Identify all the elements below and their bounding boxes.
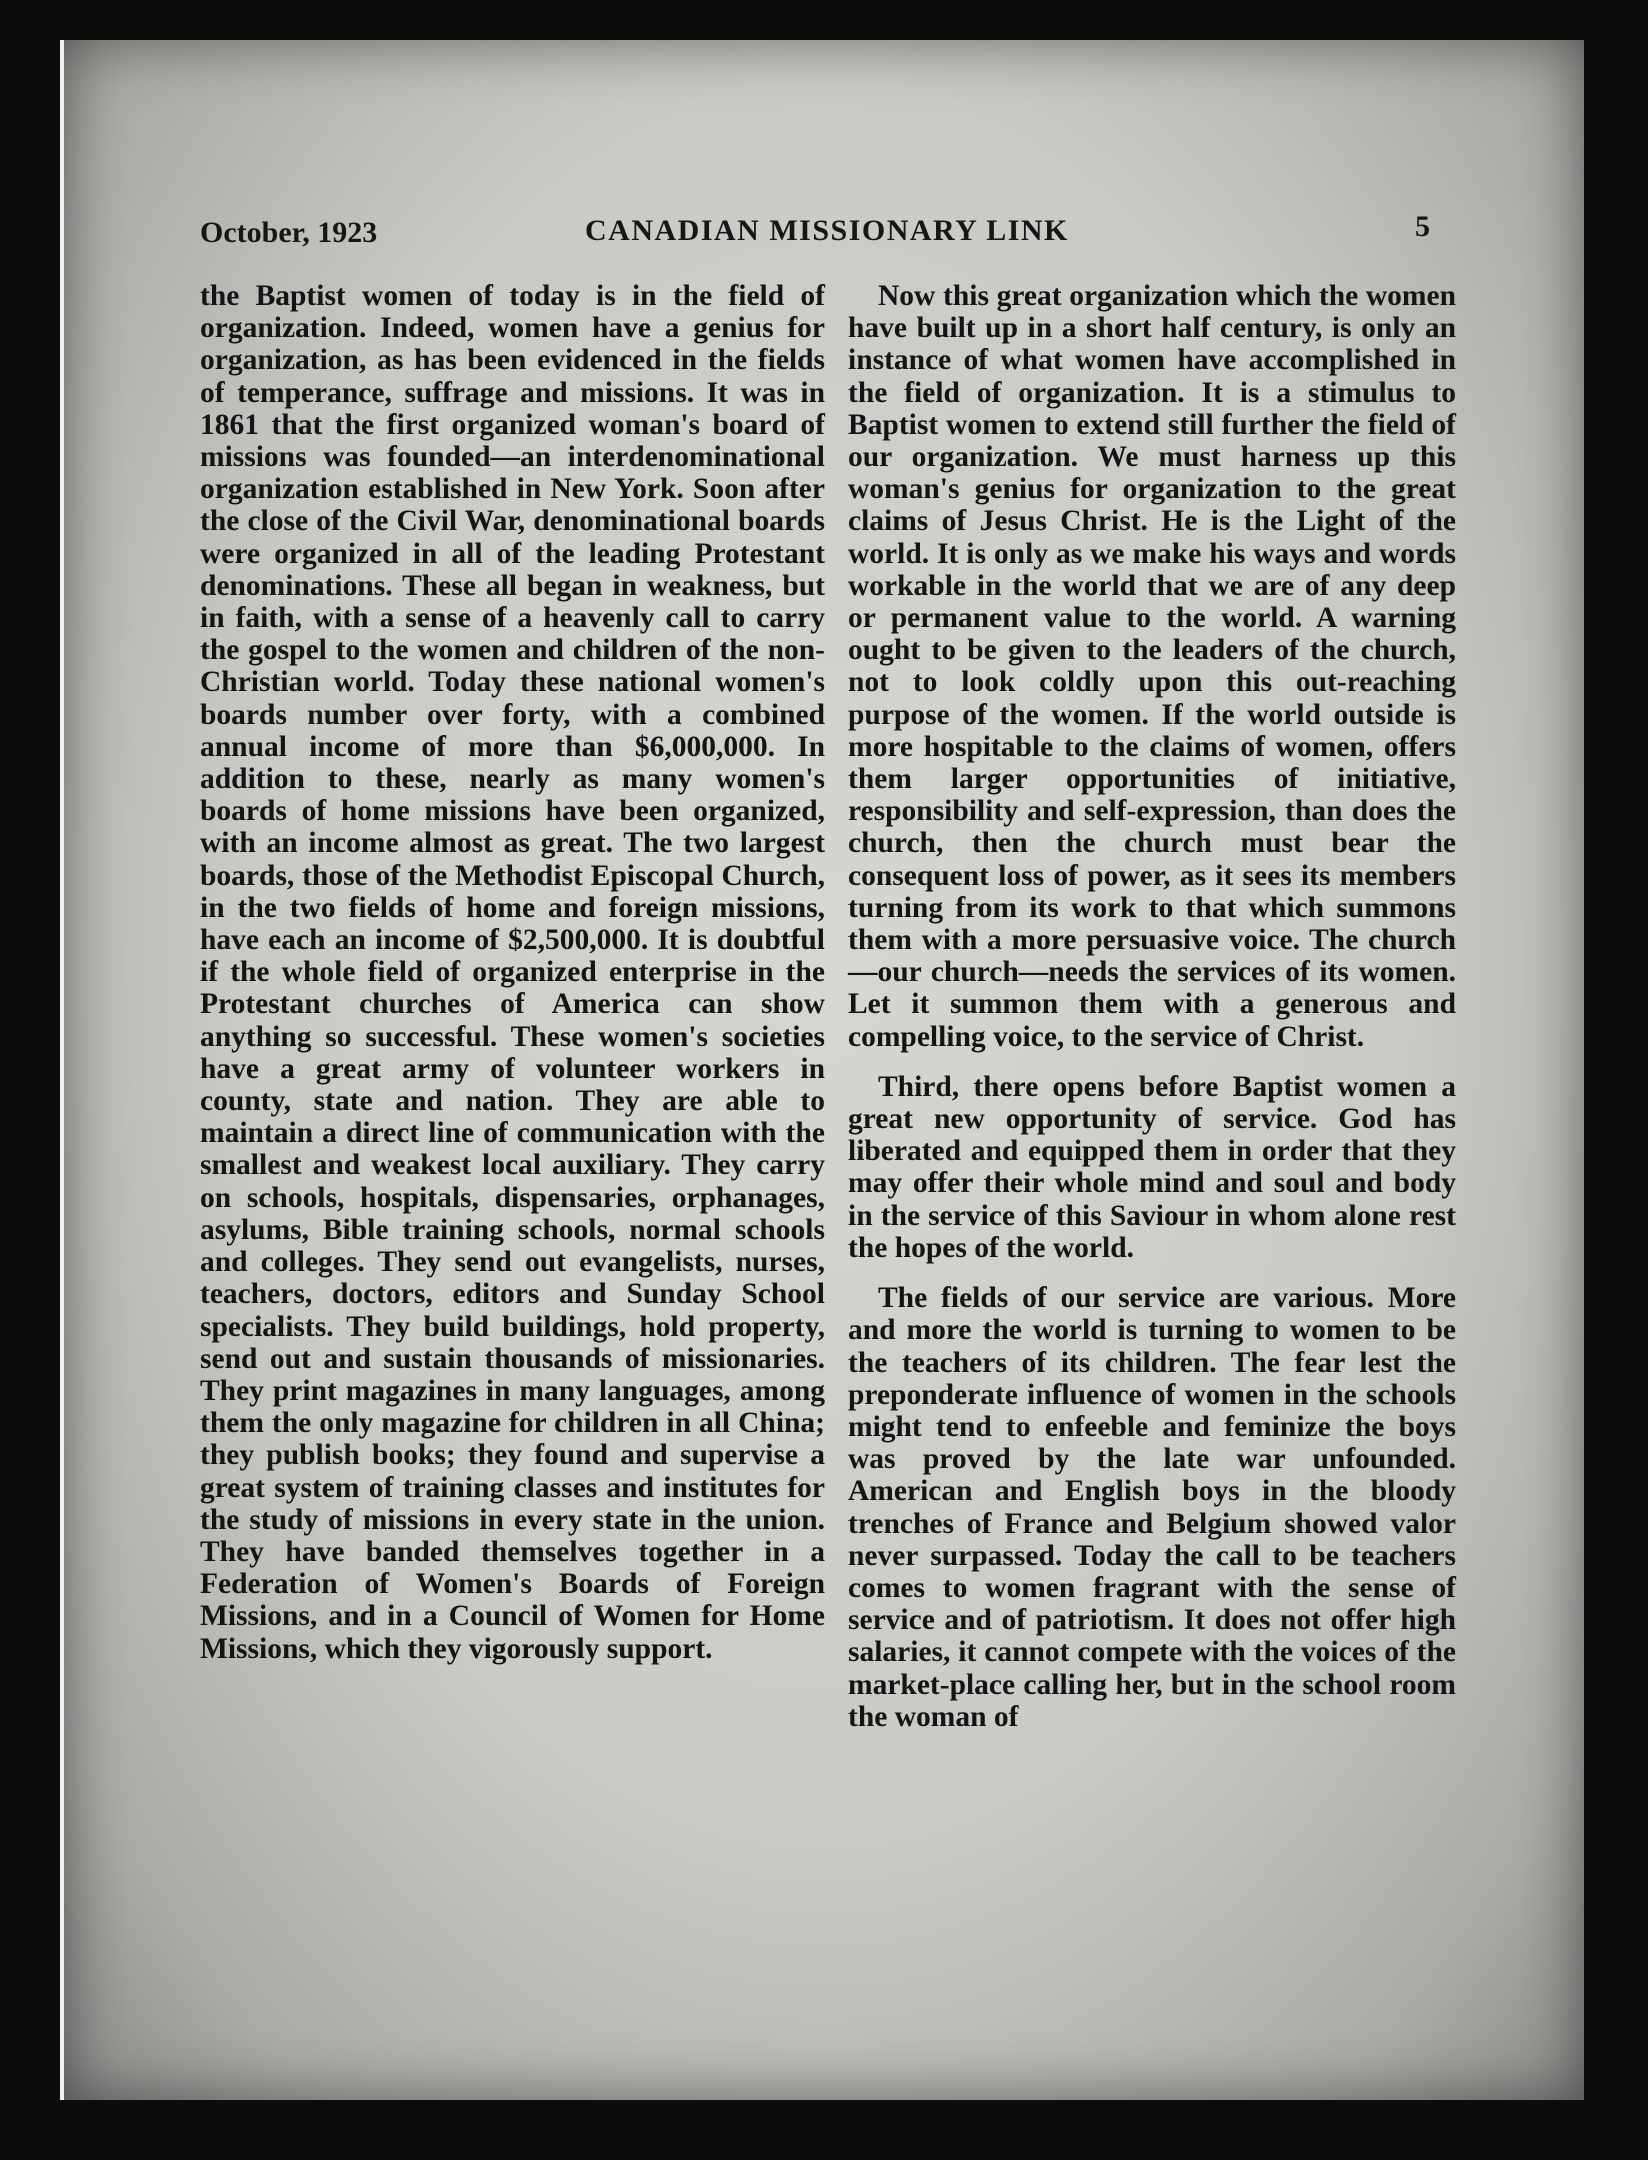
header-date: October, 1923 [200,216,378,249]
paragraph: Now this great organization which the women have built up in a short half century, is only an instance of what women have accomplished in the field of organization. It is a stimulus to Baptist women to extend still further the field of our organization. We must harness up this woman's genius for organization to the great claims of Jesus Christ. He is the Light of the world. It is only as we make his ways and words workable in the world that we are of any deep or permanent value to the world. A warning ought to be given to the leaders of the church, not to look coldly upon this out-reaching purpose of the women. If the world outside is more hospitable to the claims of women, offers them larger opportunities of initiative, responsibility and self-expression, than does the church, then the church must bear the consequent loss of power, as it sees its members turning from its work to that which summons them with a more persuasive voice. The church —our church—needs the services of its women. Let it summon them with a generous and compelling voice, to the service of Christ. [848,280,1456,1053]
paragraph: The fields of our service are various. More and more the world is turning to women to be the teachers of its children. The fear lest the preponderate influence of women in the schools might tend to enfeeble and feminize the boys was proved by the late war unfounded. American and English boys in the bloody trenches of France and Belgium showed valor never surpassed. Today the call to be teachers comes to women fragrant with the sense of service and of patriotism. It does not offer high salaries, it cannot compete with the voices of the market-place calling her, but in the school room the woman of [848,1282,1456,1733]
running-header [200,210,1430,260]
right-column [848,280,1456,1751]
left-column [200,280,825,1683]
journal-title: CANADIAN MISSIONARY LINK [585,214,1069,247]
paragraph: Third, there opens before Baptist women a great new opportunity of service. God has liberated and equipped them in order that they may offer their whole mind and soul and body in the service of this Saviour in whom alone rest the hopes of the world. [848,1070,1456,1264]
page-edge [60,40,64,2100]
page-number: 5 [1415,210,1430,243]
paragraph: the Baptist women of today is in the field of organization. Indeed, women have a genius for organization, as has been evidenced in the fields of temperance, suffrage and missions. It was in 1861 that the first organized woman's board of missions was founded—an interdenominational organization established in New York. Soon after the close of the Civil War, denominational boards were organized in all of the leading Protestant denominations. These all began in weakness, but in faith, with a sense of a heavenly call to carry the gospel to the women and children of the non-Christian world. Today these national women's boards number over forty, with a combined annual income of more than $6,000,000. In addition to these, nearly as many women's boards of home missions have been organized, with an income almost as great. The two largest boards, those of the Methodist Episcopal Church, in the two fields of home and foreign missions, have each an income of $2,500,000. It is doubtful if the whole field of organized enterprise in the Protestant churches of America can show anything so successful. These women's societies have a great army of volunteer workers in county, state and nation. They are able to maintain a direct line of communication with the smallest and weakest local auxiliary. They carry on schools, hospitals, dispensaries, orphanages, asylums, Bible training schools, normal schools and colleges. They send out evangelists, nurses, teachers, doctors, editors and Sunday School specialists. They build buildings, hold property, send out and sustain thousands of missionaries. They print magazines in many languages, among them the only magazine for children in all China; they publish books; they found and supervise a great system of training classes and institutes for the study of missions in every state in the union. They have banded themselves together in a Federation of Women's Boards of Foreign Missions, and in a Council of Women for Home Missions, which they vigorously support. [200,280,825,1665]
